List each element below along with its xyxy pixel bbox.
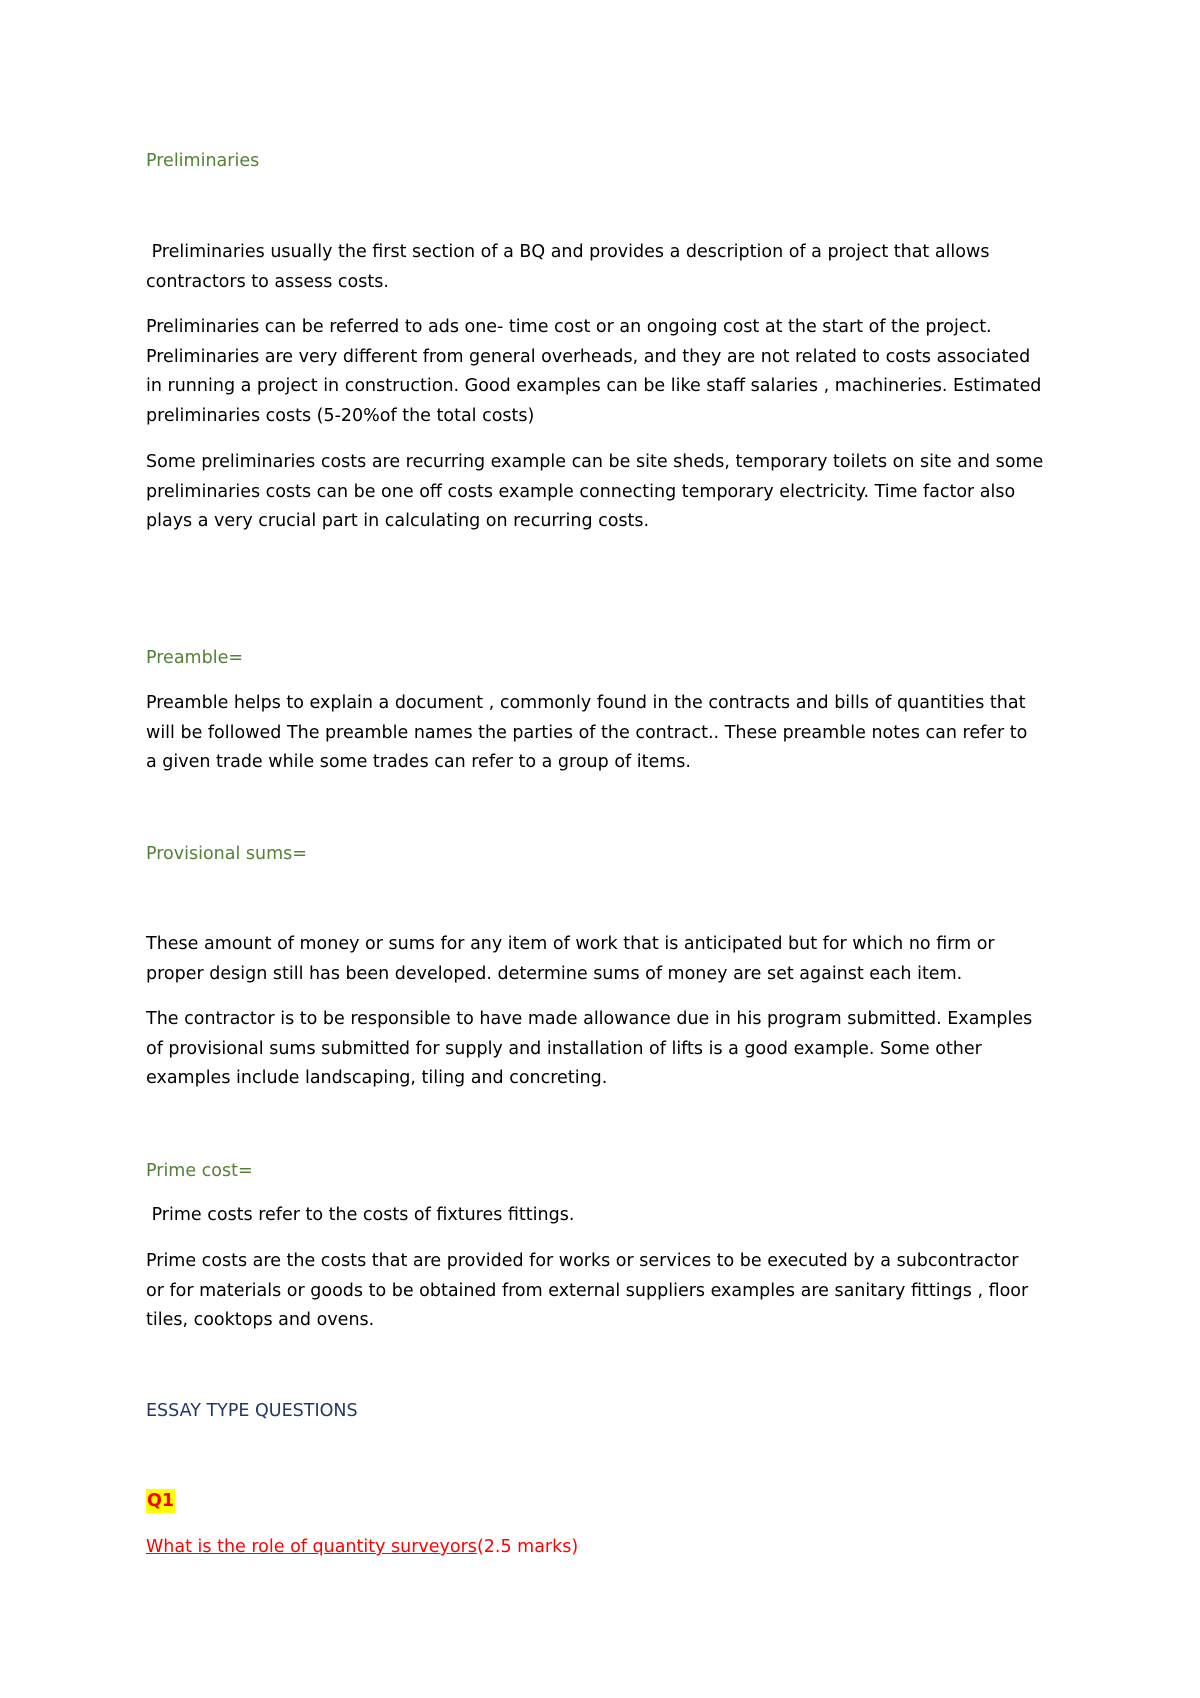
- paragraph-line: Prime costs refer to the costs of fixtures fittings.: [146, 1205, 575, 1225]
- paragraph-line: plays a very crucial part in calculating on recurring costs.: [146, 511, 650, 531]
- heading-essay-type-questions: ESSAY TYPE QUESTIONS: [146, 1401, 358, 1421]
- paragraph-line: preliminaries costs (5-20%of the total costs): [146, 405, 535, 426]
- paragraph-preliminaries-2: [146, 313, 1086, 431]
- heading-prime-cost: Prime cost=: [146, 1161, 253, 1181]
- paragraph-line: Preamble helps to explain a document , commonly found in the contracts and bills of quantities that: [146, 693, 1026, 713]
- question-q1-text: What is the role of quantity surveyors: [146, 1537, 477, 1557]
- paragraph-preliminaries-1: [146, 238, 1086, 297]
- paragraph-line: of provisional sums submitted for supply and installation of lifts is a good example. Some other: [146, 1038, 982, 1059]
- paragraph-preliminaries-3: [146, 448, 1086, 537]
- paragraph-line: or for materials or goods to be obtained from external suppliers examples are sanitary fittings , floor: [146, 1280, 1029, 1301]
- heading-provisional-sums: Provisional sums=: [146, 844, 307, 864]
- paragraph-line: will be followed The preamble names the parties of the contract.. These preamble notes can refer to: [146, 722, 1028, 743]
- paragraph-line: Prime costs are the costs that are provided for works or services to be executed by a subcontractor: [146, 1251, 1019, 1271]
- question-q1-marks: (2.5 marks): [476, 1537, 579, 1557]
- paragraph-line: Preliminaries can be referred to ads one- time cost or an ongoing cost at the start of the project.: [146, 317, 992, 337]
- heading-preamble: Preamble=: [146, 648, 243, 668]
- paragraph-line: preliminaries costs can be one off costs example connecting temporary electricity. Time factor also: [146, 481, 1016, 502]
- paragraph-line: Some preliminaries costs are recurring example can be site sheds, temporary toilets on site and some: [146, 452, 1044, 472]
- question-q1: [146, 1535, 578, 1559]
- paragraph-preamble-1: [146, 689, 1086, 778]
- paragraph-prime-cost-1: [146, 1201, 1086, 1231]
- paragraph-line: examples include landscaping, tiling and concreting.: [146, 1068, 608, 1088]
- paragraph-provisional-sums-1: [146, 930, 1086, 989]
- paragraph-line: The contractor is to be responsible to have made allowance due in his program submitted. Examples: [146, 1009, 1033, 1029]
- paragraph-line: a given trade while some trades can refer to a group of items.: [146, 752, 691, 772]
- heading-preliminaries: Preliminaries: [146, 151, 260, 171]
- paragraph-line: These amount of money or sums for any item of work that is anticipated but for which no firm or: [146, 934, 995, 954]
- paragraph-line: in running a project in construction. Good examples can be like staff salaries , machineries. Estimated: [146, 376, 1042, 396]
- paragraph-line: tiles, cooktops and ovens.: [146, 1310, 375, 1330]
- paragraph-line: contractors to assess costs.: [146, 271, 389, 292]
- paragraph-prime-cost-2: [146, 1247, 1086, 1336]
- paragraph-line: Preliminaries usually the first section of a BQ and provides a description of a project that allows: [146, 242, 990, 262]
- paragraph-line: proper design still has been developed. determine sums of money are set against each item.: [146, 963, 963, 984]
- paragraph-provisional-sums-2: [146, 1005, 1086, 1094]
- paragraph-line: Preliminaries are very different from general overheads, and they are not related to costs associated: [146, 346, 1031, 367]
- question-label-q1: Q1: [147, 1491, 175, 1511]
